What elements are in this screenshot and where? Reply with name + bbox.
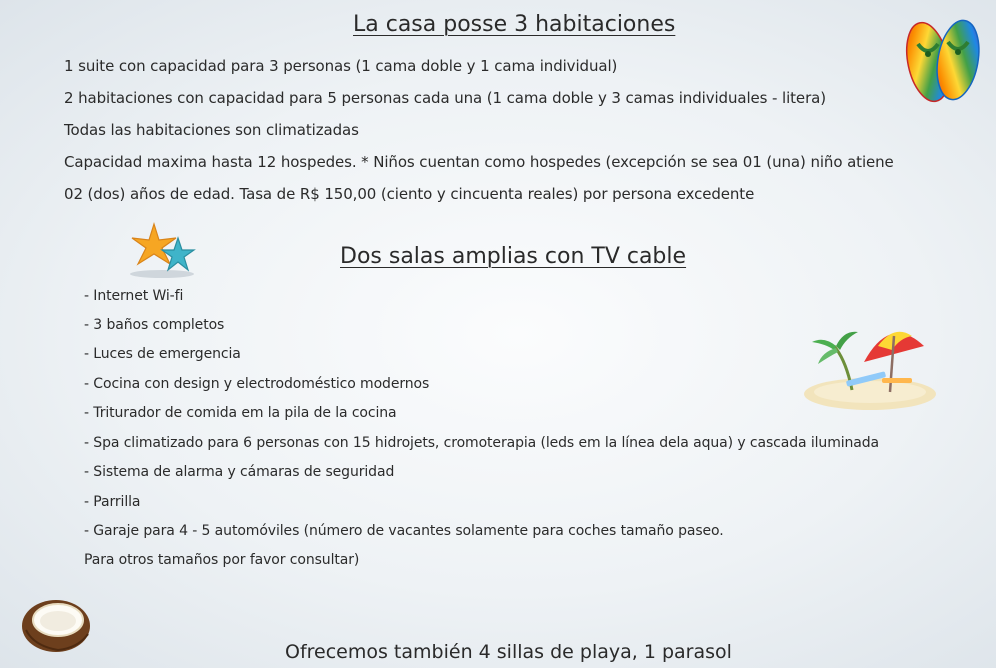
rooms-line-capacity: Capacidad maxima hasta 12 hospedes. * Niños cuentan como hospedes (excepción se sea 01 (una) niño atiene xyxy=(64,153,894,171)
starfish-icon xyxy=(124,220,200,280)
feature-item: - Sistema de alarma y cámaras de seguridad xyxy=(84,464,395,480)
rooms-line-suite: 1 suite con capacidad para 3 personas (1 cama doble y 1 cama individual) xyxy=(64,57,618,75)
feature-item: - Triturador de comida em la pila de la cocina xyxy=(84,405,397,421)
beach-umbrella-icon xyxy=(800,316,942,412)
feature-item-continuation: Para otros tamaños por favor consultar) xyxy=(84,552,360,568)
feature-item: - 3 baños completos xyxy=(84,317,225,333)
feature-item: - Spa climatizado para 6 personas con 15 hidrojets, cromoterapia (leds em la línea dela aqua) y cascada iluminada xyxy=(84,435,880,451)
rooms-line-climatized: Todas las habitaciones son climatizadas xyxy=(64,121,359,139)
coconut-icon xyxy=(18,590,96,656)
feature-item: - Internet Wi-fi xyxy=(84,288,184,304)
footer-offer: Ofrecemos también 4 sillas de playa, 1 parasol xyxy=(285,641,732,663)
section-title-rooms: La casa posse 3 habitaciones xyxy=(353,12,676,37)
feature-item: - Garaje para 4 - 5 automóviles (número de vacantes solamente para coches tamaño paseo. xyxy=(84,523,724,539)
flip-flops-icon xyxy=(900,14,986,106)
feature-item: - Cocina con design y electrodoméstico modernos xyxy=(84,376,430,392)
rooms-line-bedrooms: 2 habitaciones con capacidad para 5 personas cada una (1 cama doble y 3 camas individuales - litera) xyxy=(64,89,826,107)
section-title-living-rooms: Dos salas amplias con TV cable xyxy=(340,244,687,269)
feature-item: - Luces de emergencia xyxy=(84,346,241,362)
feature-item: - Parrilla xyxy=(84,494,141,510)
rooms-line-fee: 02 (dos) años de edad. Tasa de R$ 150,00 (ciento y cincuenta reales) por persona excedente xyxy=(64,185,755,203)
